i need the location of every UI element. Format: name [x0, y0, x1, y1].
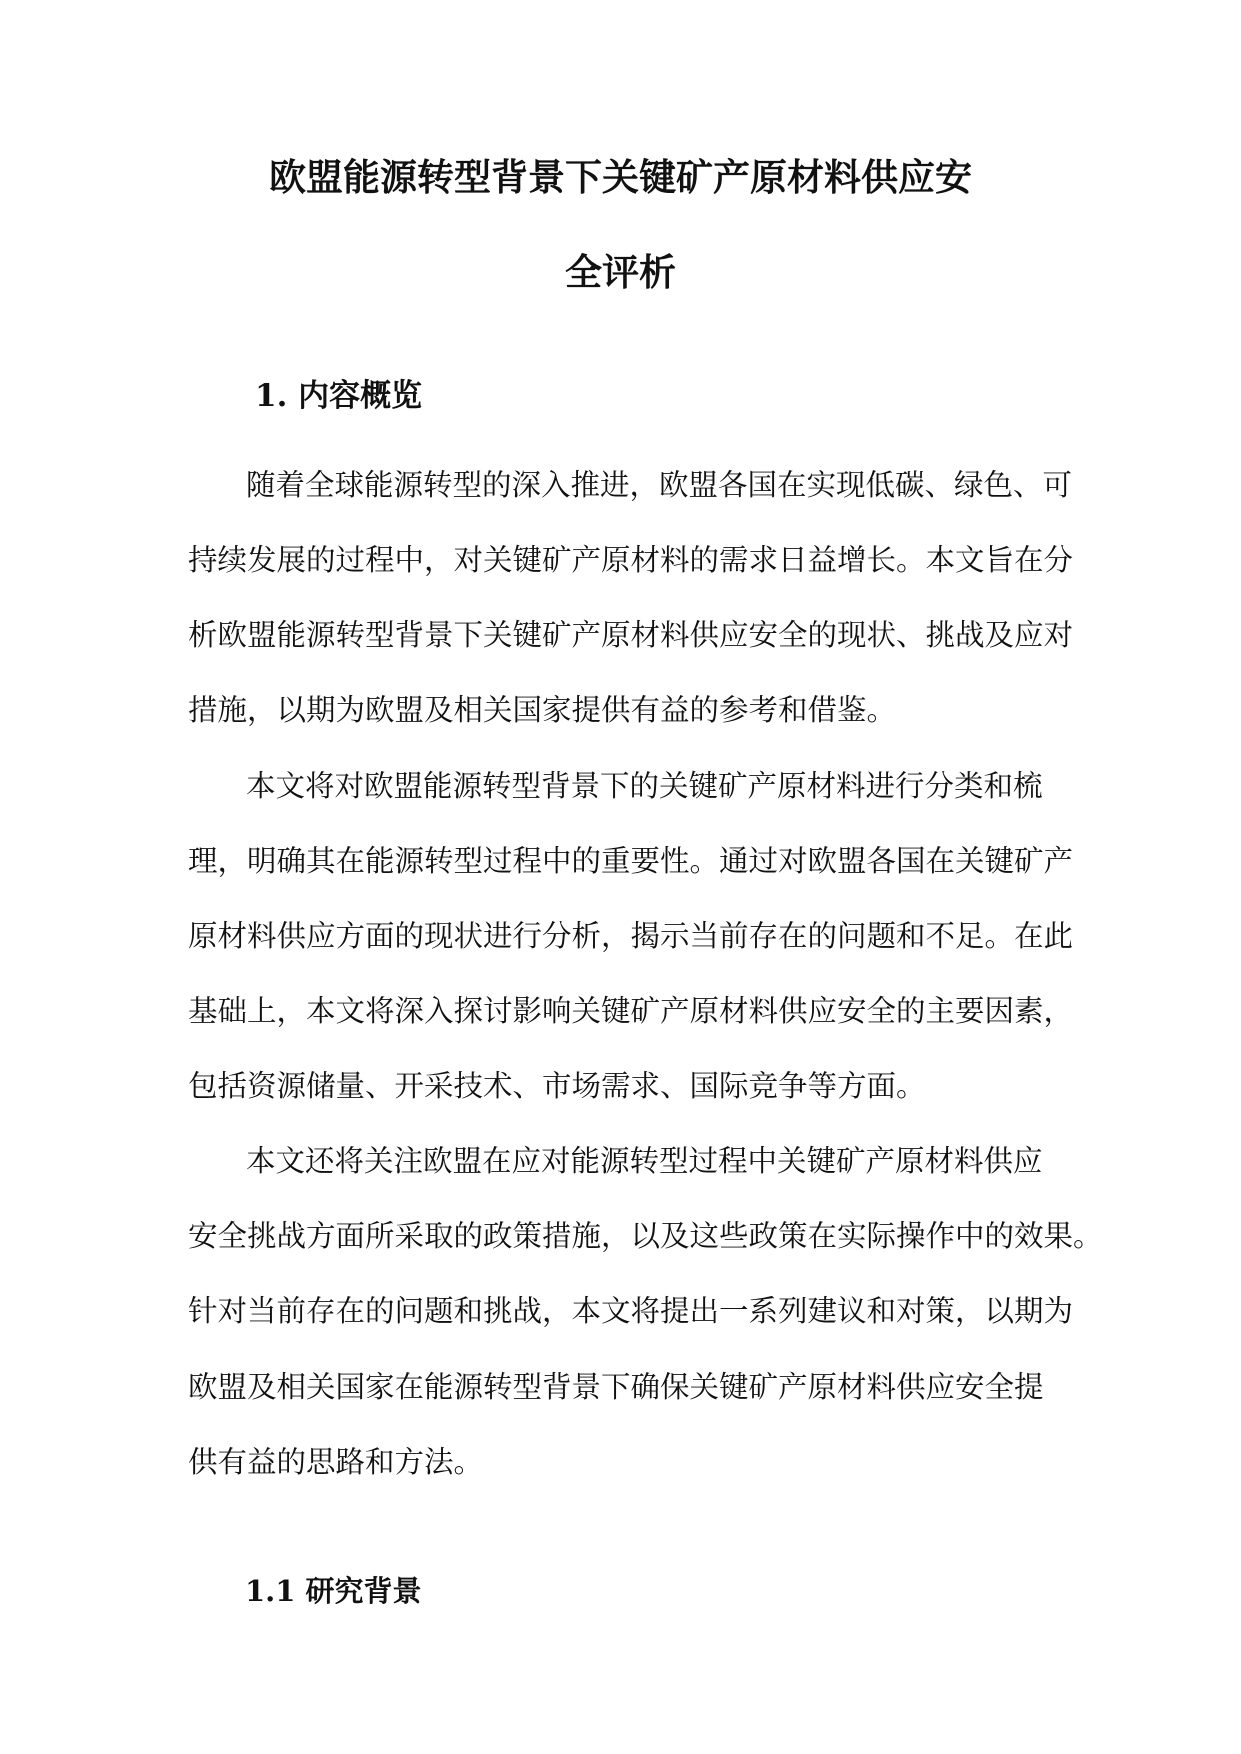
paragraph-1-line-2: 持续发展的过程中，对关键矿产原材料的需求日益增长。本文旨在分	[188, 543, 1074, 577]
paragraph-3-line-1: 本文还将关注欧盟在应对能源转型过程中关键矿产原材料供应	[246, 1144, 1043, 1178]
paragraph-1-line-4: 措施，以期为欧盟及相关国家提供有益的参考和借鉴。	[188, 693, 897, 727]
paragraph-2-line-5: 包括资源储量、开采技术、市场需求、国际竞争等方面。	[188, 1069, 926, 1103]
section-heading-1: 1. 内容概览	[255, 378, 423, 414]
paragraph-3-line-4: 欧盟及相关国家在能源转型背景下确保关键矿产原材料供应安全提	[188, 1370, 1044, 1404]
paragraph-3-line-2: 安全挑战方面所采取的政策措施，以及这些政策在实际操作中的效果。	[188, 1219, 1103, 1253]
document-title-line-1: 欧盟能源转型背景下关键矿产原材料供应安	[269, 155, 972, 199]
paragraph-3-line-3: 针对当前存在的问题和挑战，本文将提出一系列建议和对策，以期为	[188, 1294, 1074, 1328]
paragraph-2-line-2: 理，明确其在能源转型过程中的重要性。通过对欧盟各国在关键矿产	[188, 844, 1074, 878]
paragraph-2-line-3: 原材料供应方面的现状进行分析，揭示当前存在的问题和不足。在此	[188, 919, 1074, 953]
document-title-line-2: 全评析	[565, 250, 676, 294]
paragraph-1-line-3: 析欧盟能源转型背景下关键矿产原材料供应安全的现状、挑战及应对	[188, 618, 1074, 652]
section-heading-1-1: 1.1 研究背景	[245, 1574, 422, 1608]
paragraph-1-line-1: 随着全球能源转型的深入推进，欧盟各国在实现低碳、绿色、可	[246, 468, 1073, 502]
paragraph-2-line-1: 本文将对欧盟能源转型背景下的关键矿产原材料进行分类和梳	[246, 769, 1043, 803]
paragraph-2-line-4: 基础上，本文将深入探讨影响关键矿产原材料供应安全的主要因素，	[188, 994, 1074, 1028]
paragraph-3-line-5: 供有益的思路和方法。	[188, 1445, 484, 1479]
